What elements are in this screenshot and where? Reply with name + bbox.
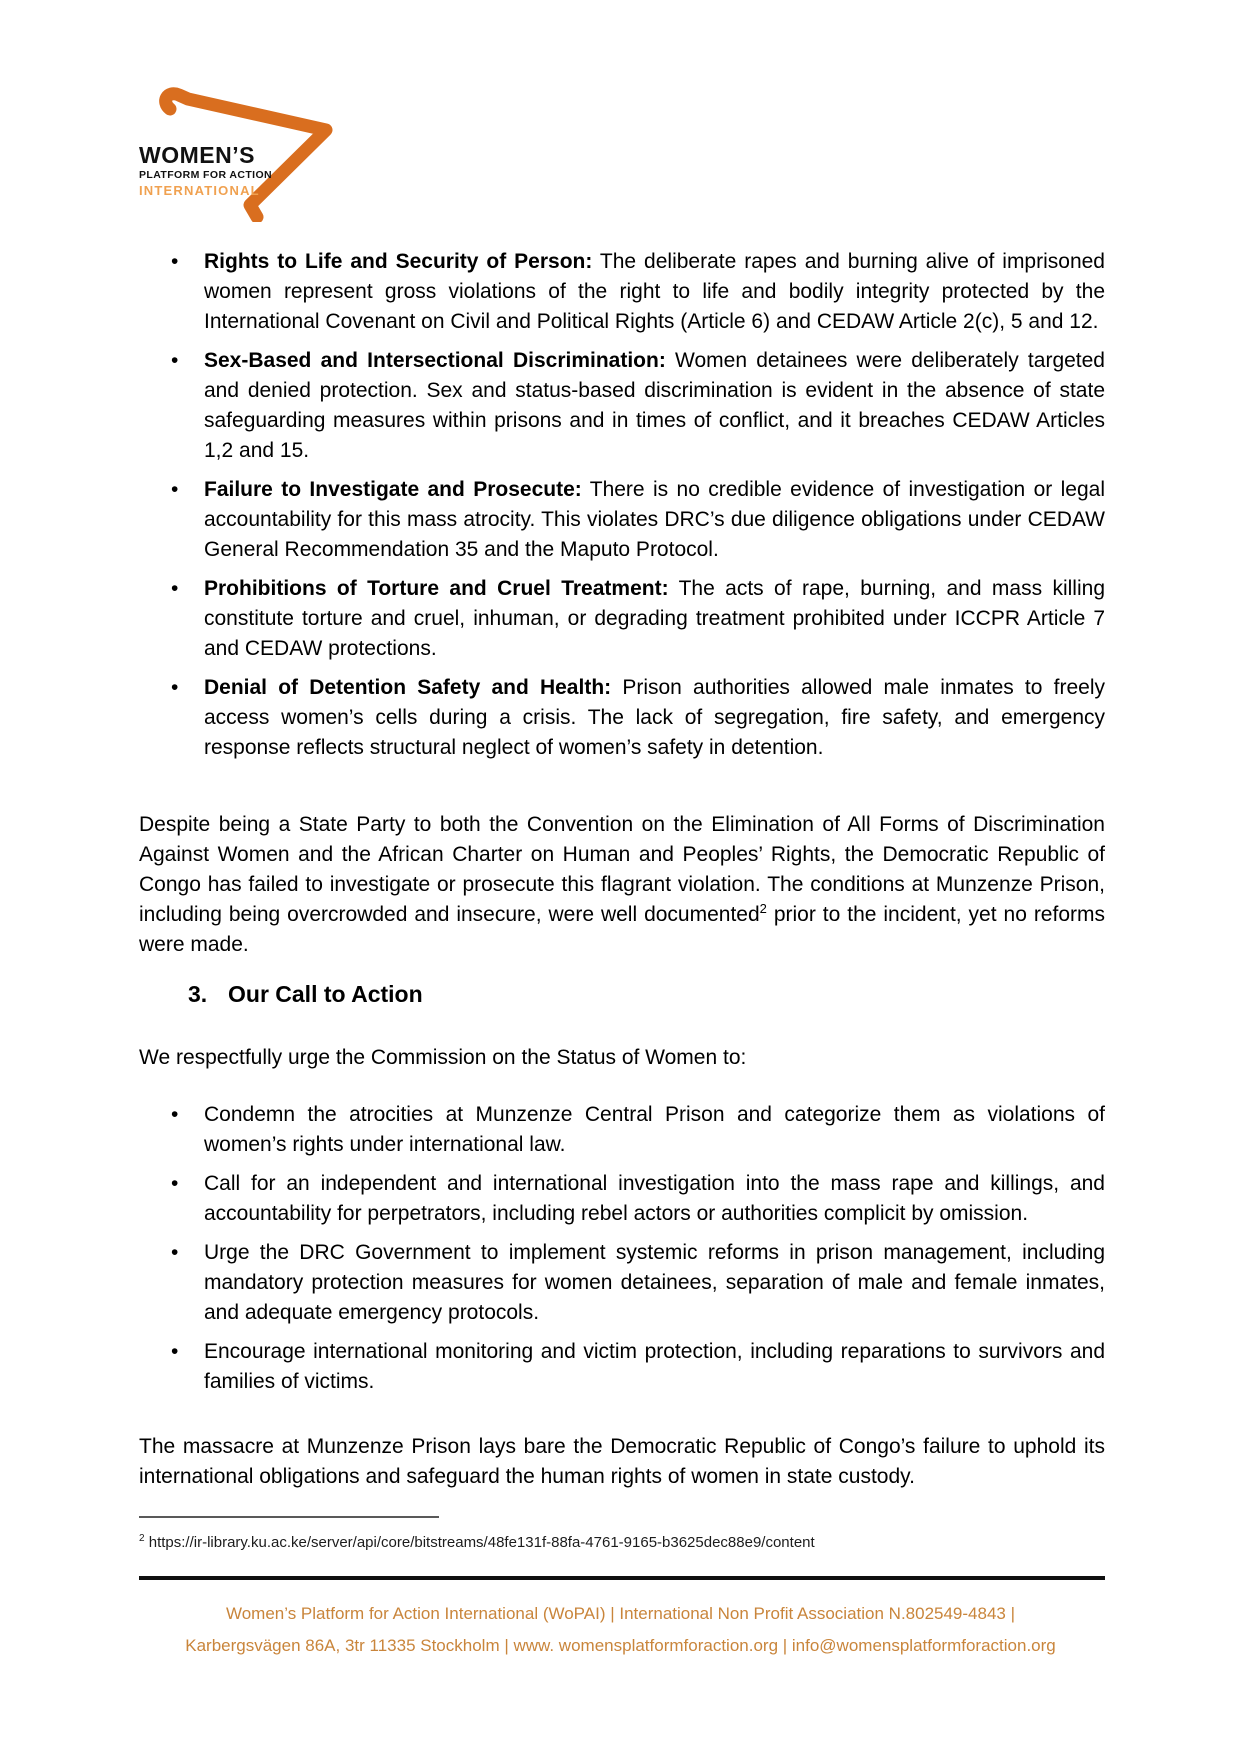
paragraph-despite-text: Despite being a State Party to both the Convention on the Elimination of All Forms of Discrimination Against Women and the African Charter on Human and Peoples’ Rights, the Democratic Republic of Congo has failed to investigate or prosecute this flagrant violation. The conditions at Munzenze Prison, including being overcrowded and insecure, were well documented	[139, 813, 1105, 926]
footer-rule	[139, 1576, 1105, 1580]
logo-wordmark	[139, 144, 272, 197]
section-title: Our Call to Action	[228, 981, 423, 1007]
page-footer	[110, 1598, 1131, 1662]
call-list-item: • Encourage international monitoring and victim protection, including reparations to survivors and families of victims.	[139, 1337, 1105, 1397]
footnote-url: https://ir-library.ku.ac.ke/server/api/core/bitstreams/48fe131f-88fa-4761-9165-b3625dec88e9/content	[148, 1534, 815, 1551]
violation-list-item: • Sex-Based and Intersectional Discrimination: Women detainees were deliberately targeted and denied protection. Sex and status-based discrimination is evident in the absence of state safeguarding measures within prisons and in times of conflict, and it breaches CEDAW Articles 1,2 and 15.	[139, 346, 1105, 466]
footnote	[139, 1532, 1105, 1554]
calls-to-action-list	[139, 1100, 1105, 1397]
paragraph-despite-tail: prior to the incident, yet no reforms were made.	[139, 903, 1105, 956]
footnote-marker: 2	[139, 1533, 145, 1544]
logo-international-text: INTERNATIONAL	[139, 182, 260, 198]
section-number: 3.	[188, 981, 208, 1007]
footer-line-2: Karbergsvägen 86A, 3tr 11335 Stockholm | www. womensplatformforaction.org | info@womensplatformforaction.org	[185, 1636, 1056, 1655]
paragraph-urge-intro: We respectfully urge the Commission on the Status of Women to:	[139, 1046, 747, 1069]
violation-list-item: • Failure to Investigate and Prosecute: There is no credible evidence of investigation or legal accountability for this mass atrocity. This violates DRC’s due diligence obligations under CEDAW General Recommendation 35 and the Maputo Protocol.	[139, 475, 1105, 565]
violation-list-item: • Denial of Detention Safety and Health: Prison authorities allowed male inmates to freely access women’s cells during a crisis. The lack of segregation, fire safety, and emergency response reflects structural neglect of women’s safety in detention.	[139, 673, 1105, 763]
paragraph-despite	[139, 810, 1105, 960]
footnote-separator	[139, 1516, 439, 1518]
call-list-item: • Call for an independent and international investigation into the mass rape and killings, and accountability for perpetrators, including rebel actors or authorities complicit by omission.	[139, 1169, 1105, 1229]
org-logo	[139, 84, 369, 224]
violations-list	[139, 247, 1105, 763]
logo-platform-text: PLATFORM FOR ACTION	[139, 169, 273, 181]
footnote-reference-marker: 2	[759, 901, 767, 916]
violation-list-item: • Rights to Life and Security of Person: The deliberate rapes and burning alive of imprisoned women represent gross violations of the right to life and bodily integrity protected by the International Covenant on Civil and Political Rights (Article 6) and CEDAW Article 2(c), 5 and 12.	[139, 247, 1105, 337]
logo-womens-text: WOMEN’S	[139, 142, 255, 168]
violation-list-item: • Prohibitions of Torture and Cruel Treatment: The acts of rape, burning, and mass killing constitute torture and cruel, inhuman, or degrading treatment prohibited under ICCPR Article 7 and CEDAW protections.	[139, 574, 1105, 664]
call-list-item: • Condemn the atrocities at Munzenze Central Prison and categorize them as violations of women’s rights under international law.	[139, 1100, 1105, 1160]
footer-line-1: Women’s Platform for Action International (WoPAI) | International Non Profit Association N.802549-4843 |	[225, 1604, 1016, 1623]
call-list-item: • Urge the DRC Government to implement systemic reforms in prison management, including mandatory protection measures for women detainees, separation of male and female inmates, and adequate emergency protocols.	[139, 1238, 1105, 1328]
paragraph-massacre: The massacre at Munzenze Prison lays bare the Democratic Republic of Congo’s failure to uphold its international obligations and safeguard the human rights of women in state custody.	[139, 1435, 1105, 1488]
section-heading	[139, 978, 1105, 1010]
